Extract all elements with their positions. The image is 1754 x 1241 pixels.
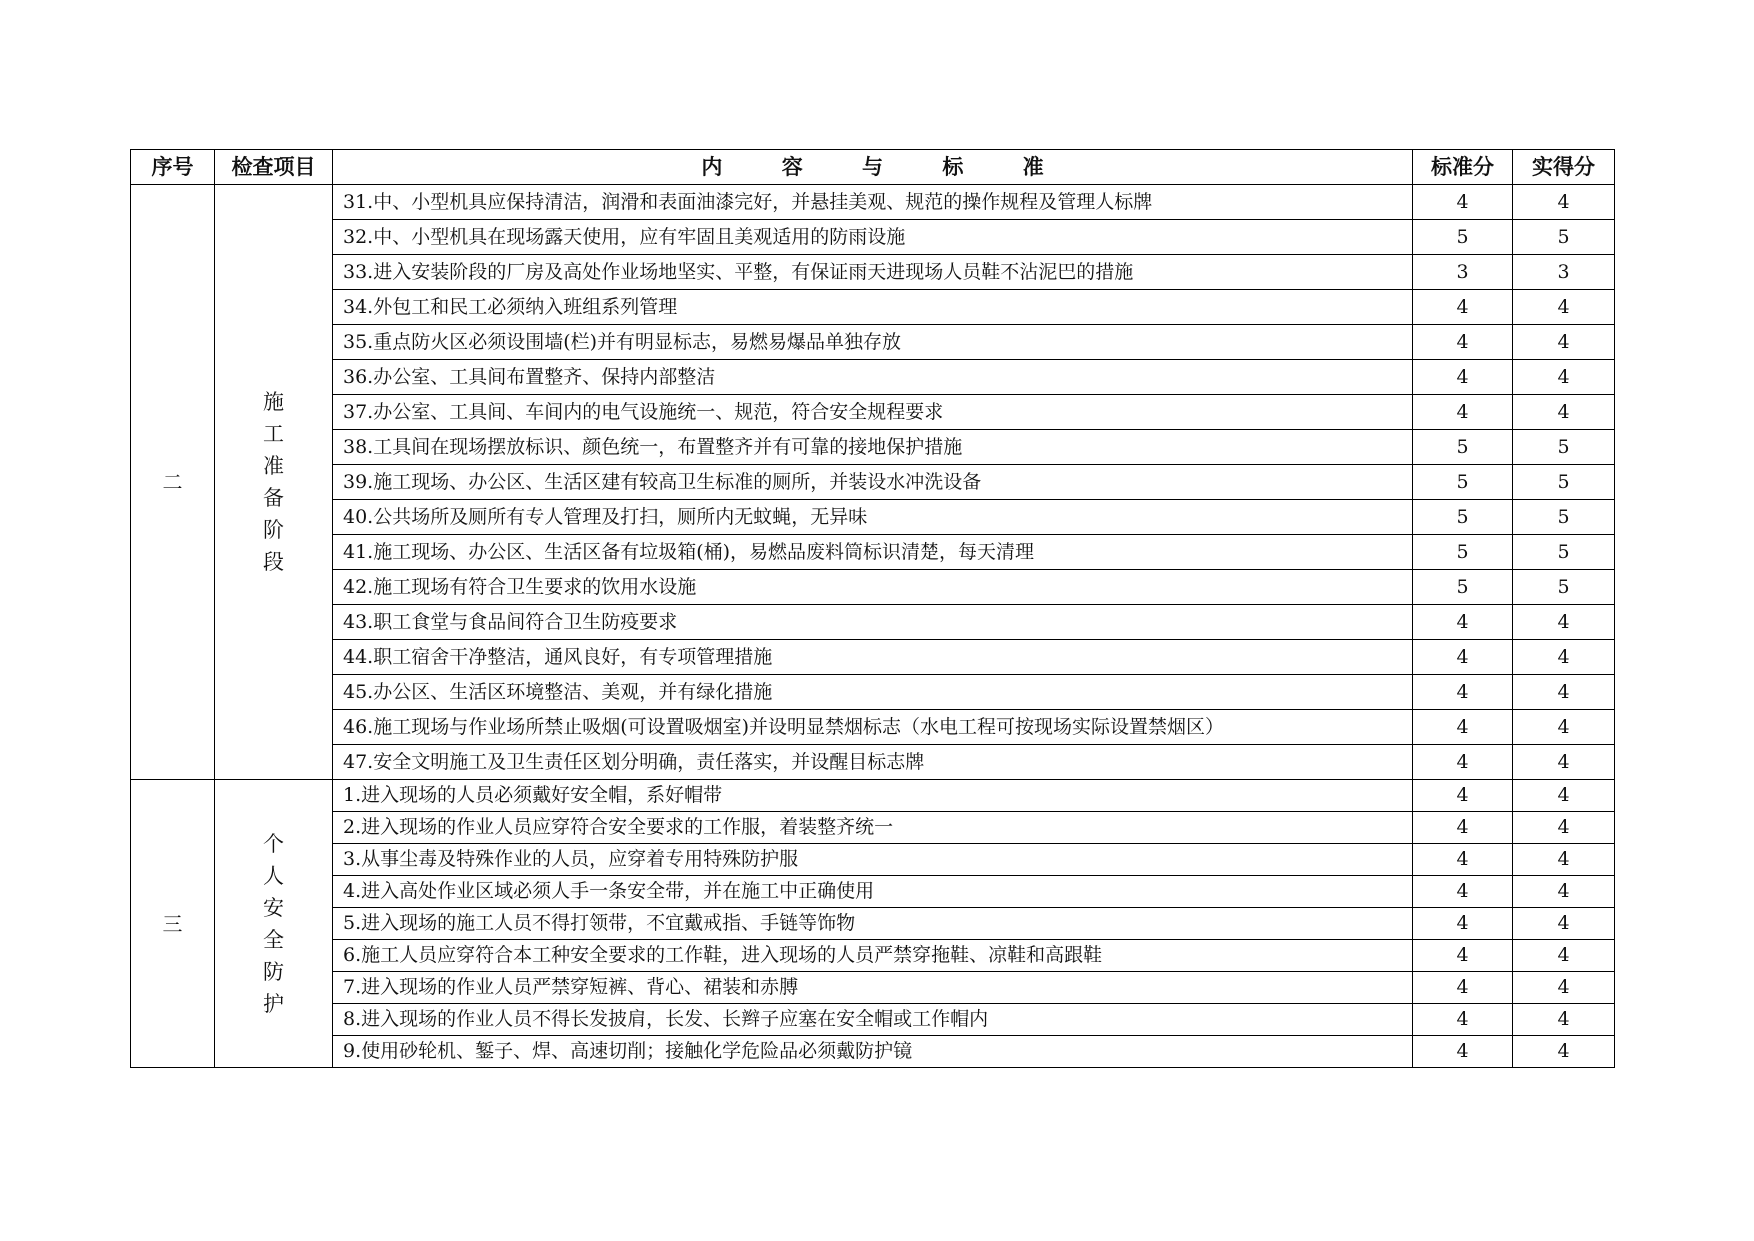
inspection-table <box>130 149 1615 1068</box>
row-actual-score: 4 <box>1513 1004 1615 1036</box>
header-standard-score: 标准分 <box>1413 150 1513 185</box>
table-row <box>131 745 1615 780</box>
row-actual-score: 4 <box>1513 640 1615 675</box>
row-standard-score: 4 <box>1413 780 1513 812</box>
section-number: 二 <box>131 185 215 780</box>
row-standard-score: 4 <box>1413 1036 1513 1068</box>
header-content <box>333 150 1413 185</box>
row-actual-score: 4 <box>1513 185 1615 220</box>
row-actual-score: 5 <box>1513 220 1615 255</box>
header-content-char: 与 <box>862 154 883 179</box>
row-standard-score: 5 <box>1413 220 1513 255</box>
row-standard-score: 4 <box>1413 360 1513 395</box>
table-row <box>131 395 1615 430</box>
table-row <box>131 1036 1615 1068</box>
row-actual-score: 4 <box>1513 844 1615 876</box>
row-content: 31.中、小型机具应保持清洁，润滑和表面油漆完好，并悬挂美观、规范的操作规程及管理人标牌 <box>333 185 1413 220</box>
section-inspection-item <box>215 185 333 780</box>
row-actual-score: 4 <box>1513 290 1615 325</box>
row-actual-score: 4 <box>1513 605 1615 640</box>
header-content-char: 内 <box>701 154 723 179</box>
row-standard-score: 4 <box>1413 972 1513 1004</box>
row-actual-score: 4 <box>1513 780 1615 812</box>
table-body <box>131 185 1615 1068</box>
row-content: 34.外包工和民工必须纳入班组系列管理 <box>333 290 1413 325</box>
row-standard-score: 4 <box>1413 290 1513 325</box>
row-standard-score: 4 <box>1413 876 1513 908</box>
row-actual-score: 5 <box>1513 570 1615 605</box>
table-row <box>131 255 1615 290</box>
row-actual-score: 4 <box>1513 675 1615 710</box>
row-content: 42.施工现场有符合卫生要求的饮用水设施 <box>333 570 1413 605</box>
section-inspection-item <box>215 780 333 1068</box>
table-row <box>131 500 1615 535</box>
row-standard-score: 5 <box>1413 535 1513 570</box>
row-actual-score: 5 <box>1513 430 1615 465</box>
row-standard-score: 4 <box>1413 185 1513 220</box>
row-standard-score: 4 <box>1413 605 1513 640</box>
table-row <box>131 605 1615 640</box>
inspection-item-label: 施工准备阶段 <box>263 390 284 574</box>
table-row <box>131 876 1615 908</box>
table-row <box>131 360 1615 395</box>
row-standard-score: 4 <box>1413 1004 1513 1036</box>
row-actual-score: 5 <box>1513 500 1615 535</box>
row-content: 44.职工宿舍干净整洁，通风良好，有专项管理措施 <box>333 640 1413 675</box>
row-content: 4.进入高处作业区域必须人手一条安全带，并在施工中正确使用 <box>333 876 1413 908</box>
row-actual-score: 5 <box>1513 535 1615 570</box>
row-content: 46.施工现场与作业场所禁止吸烟(可设置吸烟室)并设明显禁烟标志（水电工程可按现场实际设置禁烟区） <box>333 710 1413 745</box>
table-row <box>131 325 1615 360</box>
table-row <box>131 570 1615 605</box>
row-actual-score: 4 <box>1513 940 1615 972</box>
header-content-char: 准 <box>1022 154 1044 179</box>
table-row <box>131 1004 1615 1036</box>
row-actual-score: 4 <box>1513 325 1615 360</box>
row-actual-score: 4 <box>1513 908 1615 940</box>
row-content: 45.办公区、生活区环境整洁、美观，并有绿化措施 <box>333 675 1413 710</box>
row-content: 5.进入现场的施工人员不得打领带，不宜戴戒指、手链等饰物 <box>333 908 1413 940</box>
table-row <box>131 908 1615 940</box>
table-row <box>131 812 1615 844</box>
row-standard-score: 5 <box>1413 465 1513 500</box>
header-actual-score: 实得分 <box>1513 150 1615 185</box>
table-row <box>131 535 1615 570</box>
row-actual-score: 3 <box>1513 255 1615 290</box>
row-standard-score: 4 <box>1413 940 1513 972</box>
row-actual-score: 4 <box>1513 1036 1615 1068</box>
row-content: 2.进入现场的作业人员应穿符合安全要求的工作服，着装整齐统一 <box>333 812 1413 844</box>
row-content: 1.进入现场的人员必须戴好安全帽，系好帽带 <box>333 780 1413 812</box>
row-content: 47.安全文明施工及卫生责任区划分明确，责任落实，并设醒目标志牌 <box>333 745 1413 780</box>
row-content: 9.使用砂轮机、錾子、焊、高速切削；接触化学危险品必须戴防护镜 <box>333 1036 1413 1068</box>
row-standard-score: 4 <box>1413 745 1513 780</box>
table-row <box>131 430 1615 465</box>
row-actual-score: 4 <box>1513 812 1615 844</box>
row-content: 6.施工人员应穿符合本工种安全要求的工作鞋，进入现场的人员严禁穿拖鞋、凉鞋和高跟鞋 <box>333 940 1413 972</box>
row-content: 8.进入现场的作业人员不得长发披肩，长发、长辫子应塞在安全帽或工作帽内 <box>333 1004 1413 1036</box>
row-standard-score: 5 <box>1413 430 1513 465</box>
row-standard-score: 4 <box>1413 844 1513 876</box>
row-standard-score: 3 <box>1413 255 1513 290</box>
row-standard-score: 4 <box>1413 812 1513 844</box>
row-content: 32.中、小型机具在现场露天使用，应有牢固且美观适用的防雨设施 <box>333 220 1413 255</box>
table-header-row <box>131 150 1615 185</box>
header-seq: 序号 <box>131 150 215 185</box>
row-content: 43.职工食堂与食品间符合卫生防疫要求 <box>333 605 1413 640</box>
row-standard-score: 4 <box>1413 325 1513 360</box>
header-item: 检查项目 <box>215 150 333 185</box>
row-content: 3.从事尘毒及特殊作业的人员，应穿着专用特殊防护服 <box>333 844 1413 876</box>
table-row <box>131 844 1615 876</box>
row-content: 35.重点防火区必须设围墙(栏)并有明显标志，易燃易爆品单独存放 <box>333 325 1413 360</box>
row-actual-score: 4 <box>1513 710 1615 745</box>
table-row <box>131 220 1615 255</box>
row-content: 36.办公室、工具间布置整齐、保持内部整洁 <box>333 360 1413 395</box>
inspection-item-label: 个人安全防护 <box>263 831 284 1016</box>
row-standard-score: 4 <box>1413 675 1513 710</box>
table-row <box>131 675 1615 710</box>
row-actual-score: 4 <box>1513 876 1615 908</box>
row-content: 38.工具间在现场摆放标识、颜色统一，布置整齐并有可靠的接地保护措施 <box>333 430 1413 465</box>
table-row <box>131 465 1615 500</box>
section-number: 三 <box>131 780 215 1068</box>
row-content: 40.公共场所及厕所有专人管理及打扫，厕所内无蚊蝇，无异味 <box>333 500 1413 535</box>
table-row <box>131 640 1615 675</box>
row-actual-score: 4 <box>1513 972 1615 1004</box>
row-standard-score: 4 <box>1413 710 1513 745</box>
table-row <box>131 940 1615 972</box>
row-standard-score: 5 <box>1413 570 1513 605</box>
row-actual-score: 4 <box>1513 360 1615 395</box>
row-actual-score: 4 <box>1513 745 1615 780</box>
row-content: 39.施工现场、办公区、生活区建有较高卫生标准的厕所，并装设水冲洗设备 <box>333 465 1413 500</box>
row-actual-score: 4 <box>1513 395 1615 430</box>
table-row <box>131 290 1615 325</box>
row-actual-score: 5 <box>1513 465 1615 500</box>
row-content: 37.办公室、工具间、车间内的电气设施统一、规范，符合安全规程要求 <box>333 395 1413 430</box>
table-row <box>131 780 1615 812</box>
table-row <box>131 710 1615 745</box>
table-row <box>131 185 1615 220</box>
inspection-sheet <box>130 149 1614 1068</box>
row-content: 7.进入现场的作业人员严禁穿短裤、背心、裙装和赤膊 <box>333 972 1413 1004</box>
table-row <box>131 972 1615 1004</box>
row-standard-score: 5 <box>1413 500 1513 535</box>
row-standard-score: 4 <box>1413 395 1513 430</box>
header-content-char: 容 <box>781 154 803 179</box>
row-content: 33.进入安装阶段的厂房及高处作业场地坚实、平整，有保证雨天进现场人员鞋不沾泥巴的措施 <box>333 255 1413 290</box>
row-content: 41.施工现场、办公区、生活区备有垃圾箱(桶)，易燃品废料筒标识清楚，每天清理 <box>333 535 1413 570</box>
header-content-char: 标 <box>942 154 964 179</box>
row-standard-score: 4 <box>1413 908 1513 940</box>
row-standard-score: 4 <box>1413 640 1513 675</box>
